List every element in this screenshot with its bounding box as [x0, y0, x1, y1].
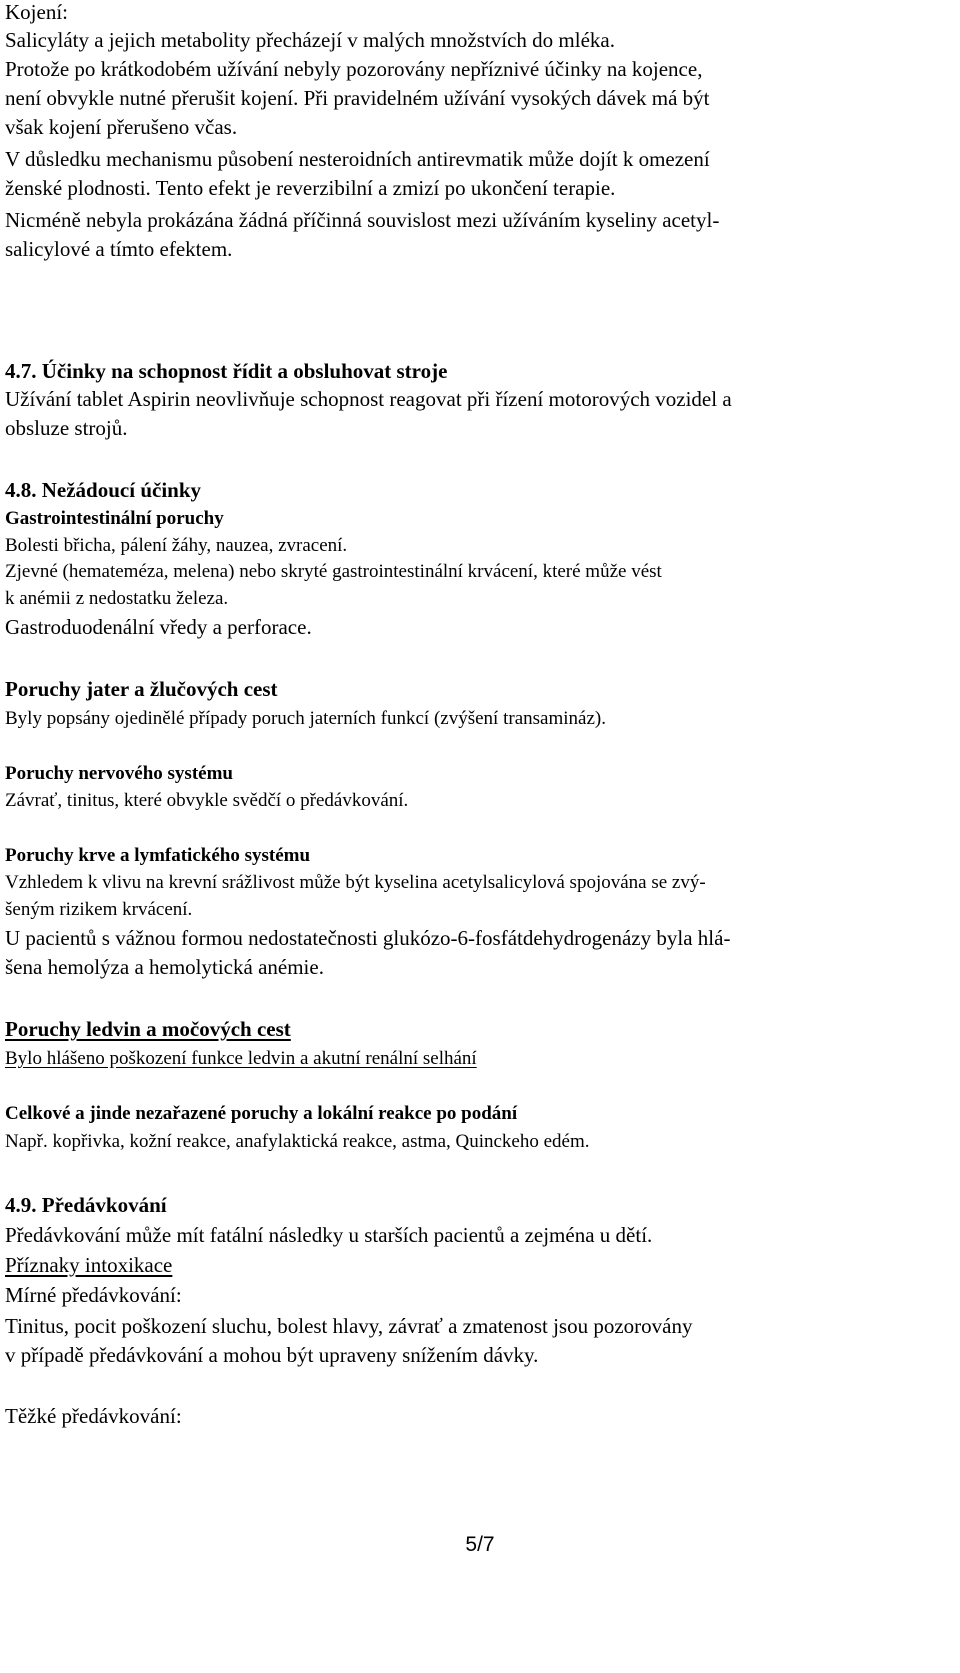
- section-4-7-line: Užívání tablet Aspirin neovlivňuje schopnost reagovat při řízení motorových vozidel a: [5, 387, 732, 411]
- symptoms-heading: Příznaky intoxikace: [5, 1253, 173, 1277]
- kidney-line: Bylo hlášeno poškození funkce ledvin a akutní renální selhání: [5, 1048, 477, 1069]
- gi-line: k anémii z nedostatku železa.: [5, 588, 229, 609]
- general-subheading: Celkové a jinde nezařazené poruchy a lokální reakce po podání: [5, 1103, 518, 1124]
- general-line: Např. kopřivka, kožní reakce, anafylaktická reakce, astma, Quinckeho edém.: [5, 1131, 590, 1152]
- nervous-subheading: Poruchy nervového systému: [5, 763, 233, 784]
- blood-subheading: Poruchy krve a lymfatického systému: [5, 845, 311, 866]
- blood-line: U pacientů s vážnou formou nedostatečnosti glukózo-6-fosfátdehydrogenázy byla hlá-: [5, 926, 731, 950]
- mild-overdose-line: Tinitus, pocit poškození sluchu, bolest hlavy, závrať a zmatenost jsou pozorovány: [5, 1314, 693, 1338]
- lactation-line: však kojení přerušeno včas.: [5, 115, 238, 139]
- lactation-line: salicylové a tímto efektem.: [5, 237, 233, 261]
- overdose-intro: Předávkování může mít fatální následky u starších pacientů a zejména u dětí.: [5, 1223, 653, 1247]
- lactation-line: Nicméně nebyla prokázána žádná příčinná souvislost mezi užíváním kyseliny acetyl-: [5, 208, 720, 232]
- severe-overdose-label: Těžké předávkování:: [5, 1404, 182, 1428]
- lactation-line: Salicyláty a jejich metabolity přecházejí v malých množstvích do mléka.: [5, 28, 615, 52]
- section-4-8-heading: 4.8. Nežádoucí účinky: [5, 478, 202, 502]
- lactation-line: ženské plodnosti. Tento efekt je reverzibilní a zmizí po ukončení terapie.: [5, 176, 616, 200]
- kidney-subheading: Poruchy ledvin a močových cest: [5, 1017, 291, 1041]
- lactation-line: Protože po krátkodobém užívání nebyly pozorovány nepříznivé účinky na kojence,: [5, 57, 703, 81]
- liver-line: Byly popsány ojedinělé případy poruch jaterních funkcí (zvýšení transamináz).: [5, 708, 606, 729]
- section-4-7-line: obsluze strojů.: [5, 416, 128, 440]
- blood-line: šena hemolýza a hemolytická anémie.: [5, 955, 324, 979]
- mild-overdose-label: Mírné předávkování:: [5, 1283, 182, 1307]
- nervous-line: Závrať, tinitus, které obvykle svědčí o předávkování.: [5, 790, 409, 811]
- blood-line: Vzhledem k vlivu na krevní srážlivost může být kyselina acetylsalicylová spojována se zvý-: [5, 872, 706, 893]
- liver-subheading: Poruchy jater a žlučových cest: [5, 677, 278, 701]
- lactation-heading: Kojení:: [5, 0, 68, 24]
- gi-line: Gastroduodenální vředy a perforace.: [5, 615, 312, 639]
- gi-line: Bolesti břicha, pálení žáhy, nauzea, zvracení.: [5, 535, 348, 556]
- gi-line: Zjevné (hemateméza, melena) nebo skryté gastrointestinální krvácení, které může vést: [5, 561, 662, 582]
- lactation-line: není obvykle nutné přerušit kojení. Při pravidelném užívání vysokých dávek má být: [5, 86, 710, 110]
- section-4-9-heading: 4.9. Předávkování: [5, 1193, 167, 1217]
- page-number: 5/7: [465, 1533, 495, 1556]
- lactation-line: V důsledku mechanismu působení nesteroidních antirevmatik může dojít k omezení: [5, 147, 710, 171]
- mild-overdose-line: v případě předávkování a mohou být upraveny snížením dávky.: [5, 1343, 539, 1367]
- gi-subheading: Gastrointestinální poruchy: [5, 508, 224, 529]
- blood-line: šeným rizikem krvácení.: [5, 899, 193, 920]
- section-4-7-heading: 4.7. Účinky na schopnost řídit a obsluhovat stroje: [5, 359, 448, 383]
